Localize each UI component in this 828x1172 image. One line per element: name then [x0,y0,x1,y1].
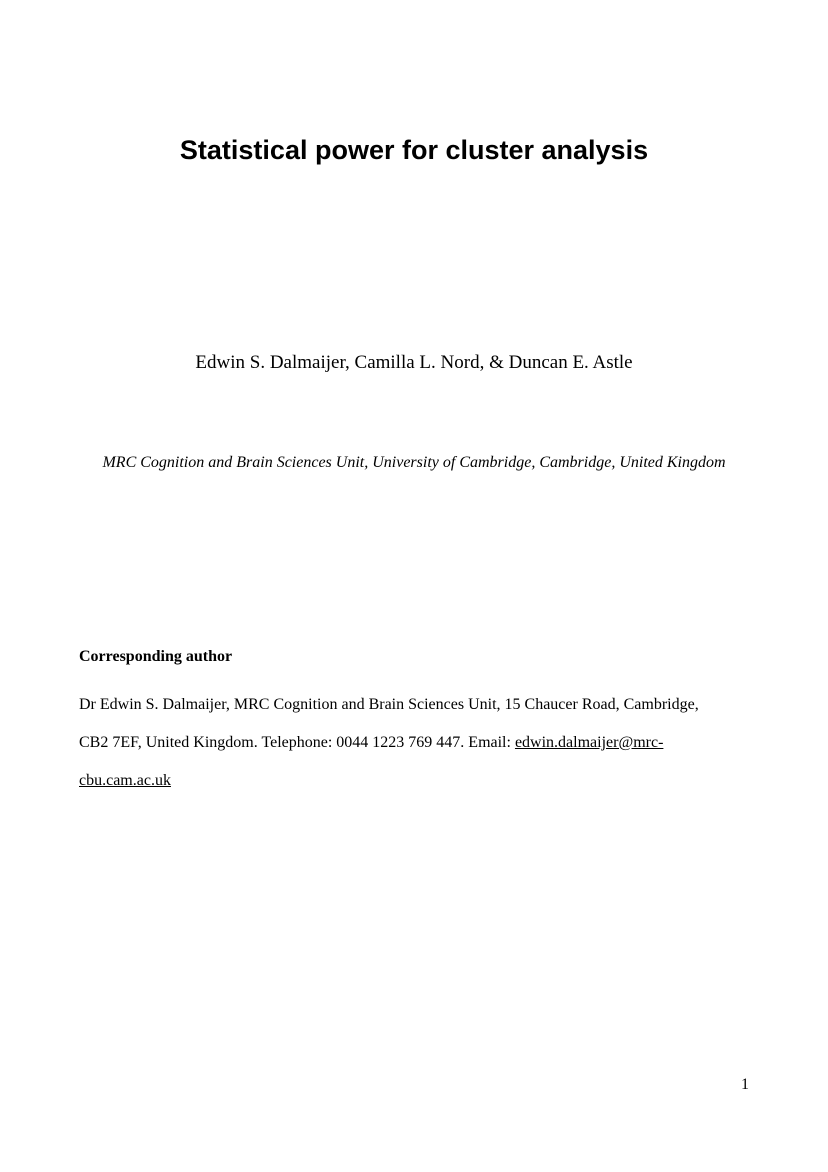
corresponding-author-heading: Corresponding author [79,648,233,665]
contact-text: CB2 7EF, United Kingdom. Telephone: 0044 1223 769 447. Email: [79,734,515,751]
page-number: 1 [741,1076,749,1093]
author-list: Edwin S. Dalmaijer, Camilla L. Nord, & Duncan E. Astle [195,352,633,373]
corresponding-address-line-1: Dr Edwin S. Dalmaijer, MRC Cognition and Brain Sciences Unit, 15 Chaucer Road, Cambridge, [79,696,699,713]
corresponding-address-line-3 [79,770,171,792]
paper-title: Statistical power for cluster analysis [179,135,649,165]
affiliation: MRC Cognition and Brain Sciences Unit, University of Cambridge, Cambridge, United Kingdom [102,454,726,471]
email-link-part-2[interactable]: cbu.cam.ac.uk [79,772,171,789]
corresponding-address-line-2 [79,732,663,754]
email-link-part-1[interactable]: edwin.dalmaijer@mrc- [514,734,664,751]
